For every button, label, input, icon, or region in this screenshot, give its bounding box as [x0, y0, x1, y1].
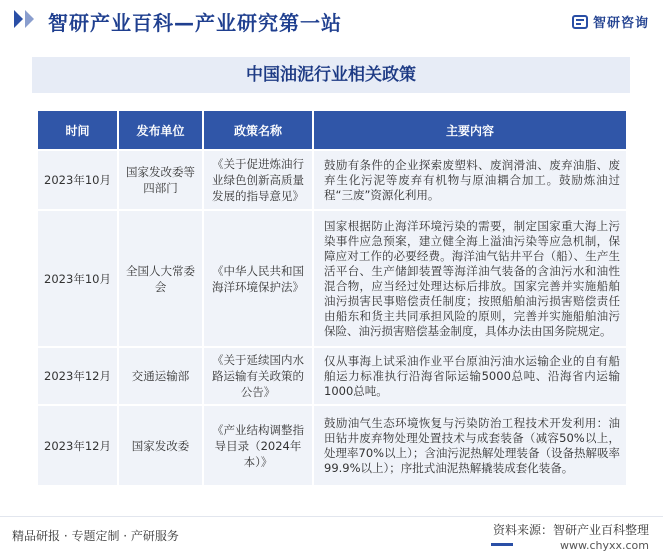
chevron-right-icon [14, 10, 23, 28]
cell-content: 鼓励有条件的企业探索废塑料、废润滑油、废弃油脂、废弃生化污泥等废弃有机物与原油耦合加工。鼓励炼油过程“三废”资源化利用。 [313, 150, 626, 210]
cell-org: 国家发改委 [118, 405, 203, 485]
page-footer [0, 516, 663, 553]
cell-time: 2023年10月 [38, 150, 118, 210]
brand [572, 12, 649, 31]
column-header-policy-name: 政策名称 [203, 111, 313, 150]
cell-time: 2023年10月 [38, 210, 118, 347]
cell-policy-name: 《关于延续国内水路运输有关政策的公告》 [203, 347, 313, 405]
footer-source: 资料来源：智研产业百科整理 [492, 523, 649, 537]
table-row [38, 210, 626, 347]
cell-org: 全国人大常委会 [118, 210, 203, 347]
table-title: 中国油泥行业相关政策 [32, 57, 630, 93]
cell-org: 国家发改委等四部门 [118, 150, 203, 210]
cell-time: 2023年12月 [38, 347, 118, 405]
page-header [0, 0, 663, 40]
column-header-org: 发布单位 [118, 111, 203, 150]
cell-policy-name: 《中华人民共和国海洋环境保护法》 [203, 210, 313, 347]
page-title: 智研产业百科—产业研究第一站 [48, 11, 342, 35]
table-row [38, 150, 626, 210]
column-header-content: 主要内容 [313, 111, 626, 150]
cell-org: 交通运输部 [118, 347, 203, 405]
table-row [38, 405, 626, 485]
policy-table [38, 111, 626, 485]
cell-policy-name: 《产业结构调整指导目录（2024年本）》 [203, 405, 313, 485]
cell-content: 国家根据防止海洋环境污染的需要，制定国家重大海上污染事件应急预案，建立健全海上溢油污染等应急机制，保障应对工作的必要经费。海洋油气钻井平台（船）、生产生活平台、生产储卸装置等海洋油气装备的含油污水和油性混合物，应当经过处理达标后排放。国家完善并实施船舶油污损害民事赔偿责任制度；按照船舶油污损害赔偿责任由船东和货主共同承担风险的原则，完善并实施船舶油污保险、油污损害赔偿基金制度，具体办法由国务院规定。 [313, 210, 626, 347]
chevron-right-icon [25, 10, 34, 28]
cell-content: 仅从事海上试采油作业平台原油污油水运输企业的自有船舶运力标准执行沿海省际运输5000总吨、沿海省内运输1000总吨。 [313, 347, 626, 405]
cell-time: 2023年12月 [38, 405, 118, 485]
brand-logo-icon [572, 14, 588, 30]
cell-policy-name: 《关于促进炼油行业绿色创新高质量发展的指导意见》 [203, 150, 313, 210]
cell-content: 鼓励油气生态环境恢复与污染防治工程技术开发利用：油田钻井废弃物处理处置技术与成套装备（减容50%以上，处理率70%以上）；含油污泥热解处理装备（设备热解吸率99.9%以上）；序批式油泥热解撬装成套化装备。 [313, 405, 626, 485]
footer-services: 精品研报 · 专题定制 · 产研服务 [12, 529, 179, 543]
table-header-row [38, 111, 626, 150]
footer-source-block [493, 521, 649, 552]
brand-name: 智研咨询 [592, 16, 649, 31]
table-row [38, 347, 626, 405]
footer-url[interactable]: www.chyxx.com [559, 539, 649, 552]
column-header-time: 时间 [38, 111, 118, 150]
